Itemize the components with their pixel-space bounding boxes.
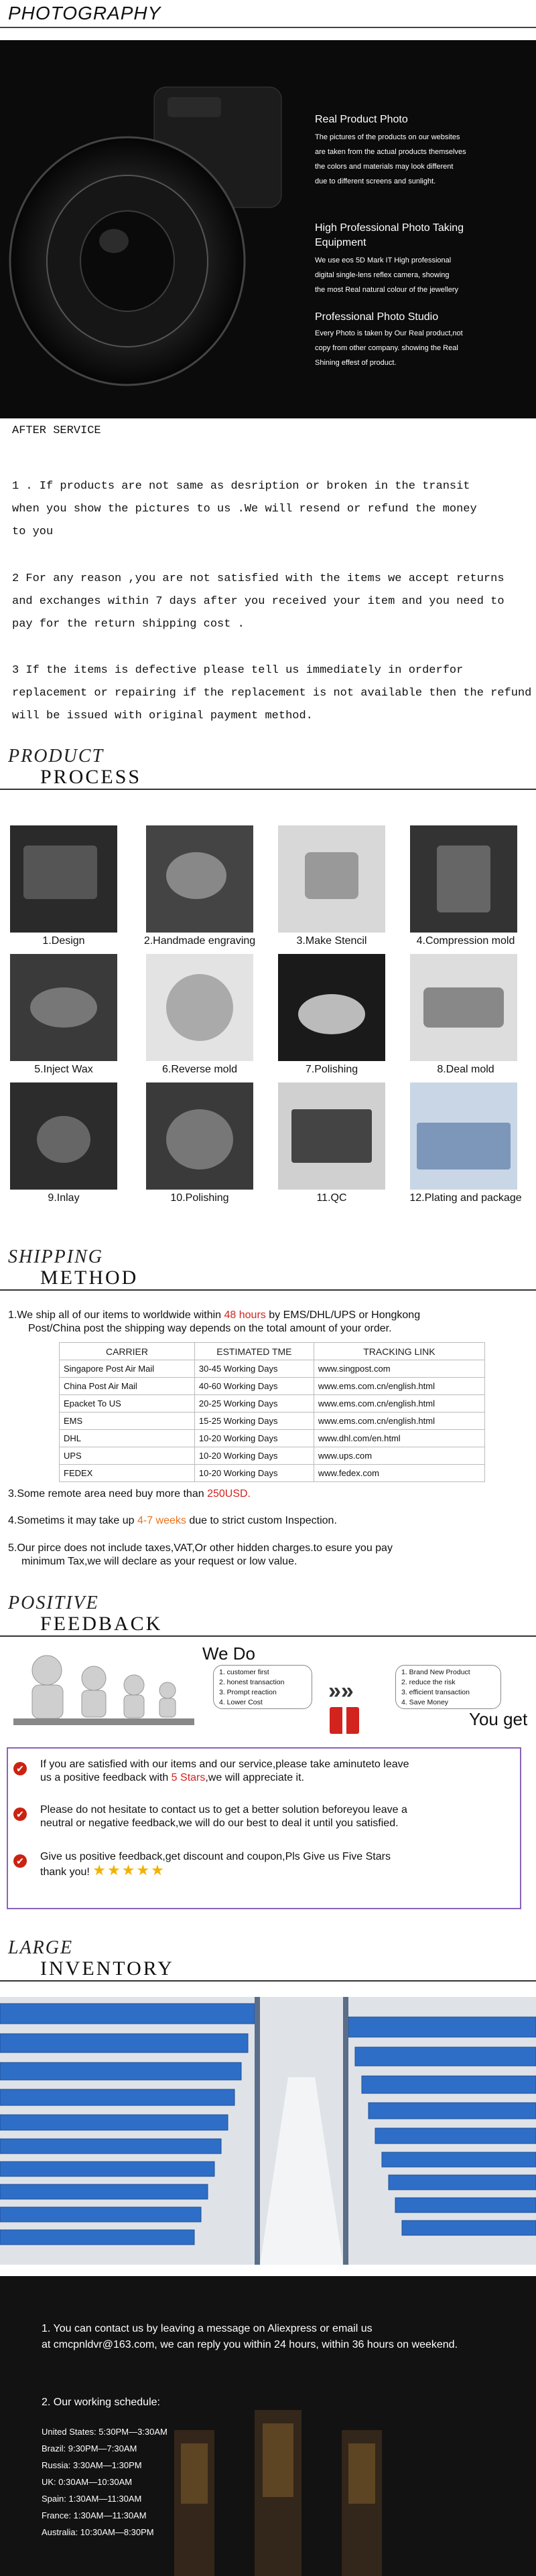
table-row	[60, 1395, 485, 1413]
after-service-p1	[12, 475, 477, 544]
inventory-image	[0, 1997, 536, 2265]
table-row	[60, 1447, 485, 1465]
we-do-item: 1. customer first	[219, 1668, 269, 1676]
step-caption: 12.Plating and package	[409, 1192, 522, 1204]
p2-line: 2 For any reason ,you are not satisfied with the items we accept returns	[12, 572, 505, 585]
photo-block-2-heading: Equipment	[315, 237, 366, 248]
you-get-item: 4. Save Money	[401, 1698, 449, 1706]
cell: 20-25 Working Days	[194, 1395, 314, 1413]
p3-line: replacement or repairing if the replacement is not available then the refund	[12, 687, 532, 700]
feedback-msg-3	[40, 1850, 503, 1879]
feedback-msg-2	[40, 1803, 503, 1830]
feedback-msg-3-text: Give us positive feedback,get discount and coupon,Pls Give us Five Stars	[40, 1851, 391, 1862]
step-image	[410, 1082, 517, 1190]
photo-block-3-line: Every Photo is taken by Our Real product,not	[315, 329, 463, 337]
shelves-image	[0, 1997, 536, 2265]
contact-line-3: 2. Our working schedule:	[42, 2397, 160, 2408]
step-caption: 3.Make Stencil	[296, 935, 367, 947]
shipping-line-5	[8, 1542, 393, 1568]
after-service-title: AFTER SERVICE	[12, 424, 101, 437]
step-caption: 1.Design	[42, 935, 85, 947]
we-do-item: 3. Prompt reaction	[219, 1688, 277, 1696]
photo-block-1-line: due to different screens and sunlight.	[315, 177, 436, 185]
table-header: ESTIMATED TME	[194, 1343, 314, 1360]
p1-line: to you	[12, 526, 54, 538]
cell: www.ems.com.cn/english.html	[314, 1378, 484, 1395]
inventory-header	[0, 1935, 536, 1982]
step-caption: 11.QC	[316, 1192, 347, 1204]
you-get-item: 3. efficient transaction	[401, 1688, 470, 1696]
cell: 15-25 Working Days	[194, 1413, 314, 1430]
cell: China Post Air Mail	[60, 1378, 195, 1395]
you-get-item: 2. reduce the risk	[401, 1678, 456, 1686]
photo-block-1	[315, 114, 529, 189]
photo-block-3-heading: Professional Photo Studio	[315, 311, 439, 323]
cell: Epacket To US	[60, 1395, 195, 1413]
photo-block-2	[315, 221, 529, 297]
feedback-message-box	[7, 1747, 521, 1909]
contact-banner	[0, 2276, 536, 2576]
cell: Singapore Post Air Mail	[60, 1360, 195, 1378]
contact-line-2: at cmcpnldvr@163.com, we can reply you within 24 hours, within 36 hours on weekend.	[42, 2339, 458, 2350]
cell: 10-20 Working Days	[194, 1465, 314, 1482]
p1-line: when you show the pictures to us .We will resend or refund the money	[12, 503, 477, 515]
process-grid	[0, 820, 536, 1215]
after-service-section	[0, 422, 536, 736]
step-image	[146, 825, 253, 933]
five-stars-highlight: 5 Stars	[171, 1772, 206, 1783]
process-title-1: PRODUCT	[8, 746, 105, 767]
step-caption: 8.Deal mold	[437, 1064, 494, 1075]
shipping-line-5b-text: minimum Tax,we will declare as your request or low value.	[21, 1556, 297, 1567]
step-caption: 5.Inject Wax	[34, 1064, 93, 1075]
photo-block-2-line: the most Real natural colour of the jewellery	[315, 286, 458, 294]
we-do-item: 4. Lower Cost	[219, 1698, 263, 1706]
feedback-title-1: POSITIVE	[8, 1593, 99, 1613]
inventory-title-1: LARGE	[8, 1937, 74, 1958]
feedback-msg-2-text: Please do not hesitate to contact us to get a better solution beforeyou leave a	[40, 1804, 407, 1816]
cell: DHL	[60, 1430, 195, 1447]
feedback-msg-1c-text: ,we will appreciate it.	[205, 1772, 304, 1783]
feedback-msg-2b-text: neutral or negative feedback,we will do our best to deal it until you satisfied.	[40, 1818, 399, 1829]
arrow-icon: »»	[328, 1678, 354, 1704]
cell: www.singpost.com	[314, 1360, 484, 1378]
cell: EMS	[60, 1413, 195, 1430]
photo-block-2-line: We use eos 5D Mark IT High professional	[315, 256, 452, 264]
gift-icon	[330, 1707, 359, 1734]
shipping-line-4-text: 4.Sometims it may take up	[8, 1515, 137, 1526]
we-do-box	[213, 1665, 312, 1709]
feedback-msg-3b-text: thank you!	[40, 1866, 90, 1878]
step-image	[146, 1082, 253, 1190]
table-row	[60, 1413, 485, 1430]
photo-block-3	[315, 311, 529, 370]
star-rating: ★★★★★	[92, 1862, 165, 1878]
schedule-item: Spain: 1:30AM—11:30AM	[42, 2494, 142, 2504]
cell: 40-60 Working Days	[194, 1378, 314, 1395]
step-caption: 6.Reverse mold	[161, 1064, 238, 1075]
shipping-rule	[0, 1289, 536, 1291]
feedback-title-2: FEEDBACK	[40, 1613, 163, 1635]
shipping-line-1c: Post/China post the shipping way depends on the total amount of your order.	[28, 1323, 392, 1334]
photography-title: PHOTOGRAPHY	[8, 3, 161, 23]
cell: www.fedex.com	[314, 1465, 484, 1482]
step-image	[146, 954, 253, 1061]
inventory-title-2: INVENTORY	[40, 1957, 174, 1980]
cell: www.ems.com.cn/english.html	[314, 1413, 484, 1430]
shipping-line-5-text: 5.Our pirce does not include taxes,VAT,Or other hidden charges.to esure you pay	[8, 1542, 393, 1554]
schedule-item: Brazil: 9:30PM—7:30AM	[42, 2443, 137, 2453]
shipping-header	[0, 1244, 536, 1291]
schedule-item: Russia: 3:30AM—1:30PM	[42, 2460, 142, 2470]
shipping-table	[59, 1342, 485, 1482]
cell: www.ups.com	[314, 1447, 484, 1465]
step-image	[278, 825, 385, 933]
photography-banner	[0, 40, 536, 418]
cell: 10-20 Working Days	[194, 1447, 314, 1465]
shipping-line-1-text: 1.We ship all of our items to worldwide within	[8, 1309, 224, 1321]
shipping-line-4	[8, 1515, 337, 1527]
shipping-title-1: SHIPPING	[8, 1246, 103, 1267]
photo-block-1-line: The pictures of the products on our websites	[315, 133, 460, 141]
step-image	[10, 954, 117, 1061]
check-icon: ✔	[13, 1762, 27, 1775]
table-header: CARRIER	[60, 1343, 195, 1360]
step-caption: 7.Polishing	[305, 1064, 358, 1075]
shipping-line-1-text: by EMS/DHL/UPS or Hongkong	[265, 1309, 421, 1321]
schedule-item: France: 1:30AM—11:30AM	[42, 2510, 147, 2520]
feedback-graphic	[0, 1643, 536, 1744]
photo-block-1-heading: Real Product Photo	[315, 114, 408, 125]
photo-block-3-line: copy from other company. showing the Real	[315, 344, 458, 352]
step-image	[10, 825, 117, 933]
we-do-item: 2. honest transaction	[219, 1678, 285, 1686]
schedule-item: United States: 5:30PM—3:30AM	[42, 2427, 168, 2437]
photo-block-2-heading: High Professional Photo Taking	[315, 222, 464, 234]
shipping-line-4-text: due to strict custom Inspection.	[186, 1515, 337, 1526]
check-icon: ✔	[13, 1807, 27, 1821]
cell: 10-20 Working Days	[194, 1430, 314, 1447]
shipping-250usd: 250USD.	[207, 1488, 251, 1500]
cell: 30-45 Working Days	[194, 1360, 314, 1378]
table-row	[60, 1430, 485, 1447]
process-rule	[0, 789, 536, 790]
after-service-p2	[12, 568, 505, 636]
p3-line: will be issued with original payment method.	[12, 710, 313, 722]
feedback-msg-1b	[40, 1771, 503, 1785]
table-header-row	[60, 1343, 485, 1360]
feedback-msg-3b	[40, 1864, 503, 1879]
shipping-4-7-weeks: 4-7 weeks	[137, 1515, 186, 1526]
step-image	[410, 825, 517, 933]
step-caption: 10.Polishing	[170, 1192, 229, 1204]
feedback-msg-1	[40, 1758, 503, 1785]
step-caption: 9.Inlay	[48, 1192, 80, 1204]
feedback-header	[0, 1590, 536, 1637]
shipping-intro	[8, 1309, 531, 1336]
cell: www.ems.com.cn/english.html	[314, 1395, 484, 1413]
p2-line: and exchanges within 7 days after you received your item and you need to	[12, 595, 505, 608]
step-image	[278, 954, 385, 1061]
contact-line-1: 1. You can contact us by leaving a message on Aliexpress or email us	[42, 2323, 373, 2334]
step-image	[410, 954, 517, 1061]
we-do-label: We Do	[202, 1643, 255, 1664]
cell: FEDEX	[60, 1465, 195, 1482]
cell: www.dhl.com/en.html	[314, 1430, 484, 1447]
step-image	[278, 1082, 385, 1190]
photo-block-1-line: are taken from the actual products themselves	[315, 148, 466, 156]
p1-line: 1 . If products are not same as desription or broken in the transit	[12, 480, 470, 493]
p3-line: 3 If the items is defective please tell us immediately in orderfor	[12, 664, 464, 677]
schedule-item: Australia: 10:30AM—8:30PM	[42, 2527, 154, 2537]
table-row	[60, 1465, 485, 1482]
cell: UPS	[60, 1447, 195, 1465]
p2-line: pay for the return shipping cost .	[12, 618, 245, 631]
after-service-p3	[12, 659, 531, 728]
photo-block-1-line: the colors and materials may look different	[315, 163, 454, 171]
feedback-msg-1b-text: us a positive feedback with	[40, 1772, 172, 1783]
step-caption: 2.Handmade engraving	[143, 935, 256, 947]
shipping-line-3	[8, 1488, 251, 1500]
inventory-rule	[0, 1980, 536, 1982]
photography-title-rule	[0, 27, 536, 28]
schedule-list	[42, 2423, 168, 2541]
check-icon: ✔	[13, 1854, 27, 1868]
shipping-line-3-text: 3.Some remote area need buy more than	[8, 1488, 208, 1500]
photography-section	[0, 0, 536, 422]
table-row	[60, 1378, 485, 1395]
shipping-line-1	[8, 1309, 531, 1322]
table-header: TRACKING LINK	[314, 1343, 484, 1360]
shipping-title-2: METHOD	[40, 1267, 139, 1289]
shipping-48h: 48 hours	[224, 1309, 266, 1321]
process-title-2: PROCESS	[40, 766, 142, 788]
schedule-item: UK: 0:30AM—10:30AM	[42, 2477, 133, 2487]
process-header	[0, 743, 536, 790]
you-get-label: You get	[469, 1709, 528, 1729]
table-row	[60, 1360, 485, 1378]
photo-block-2-line: digital single-lens reflex camera, showing	[315, 271, 450, 279]
feedback-msg-1-text: If you are satisfied with our items and our service,please take aminuteto leave	[40, 1759, 409, 1770]
support-team-image	[7, 1643, 201, 1744]
photo-block-3-line: Shining effest of product.	[315, 359, 397, 367]
step-image	[10, 1082, 117, 1190]
feedback-rule	[0, 1635, 536, 1637]
you-get-box	[395, 1665, 501, 1709]
you-get-item: 1. Brand New Product	[401, 1668, 470, 1676]
step-caption: 4.Compression mold	[416, 935, 515, 947]
